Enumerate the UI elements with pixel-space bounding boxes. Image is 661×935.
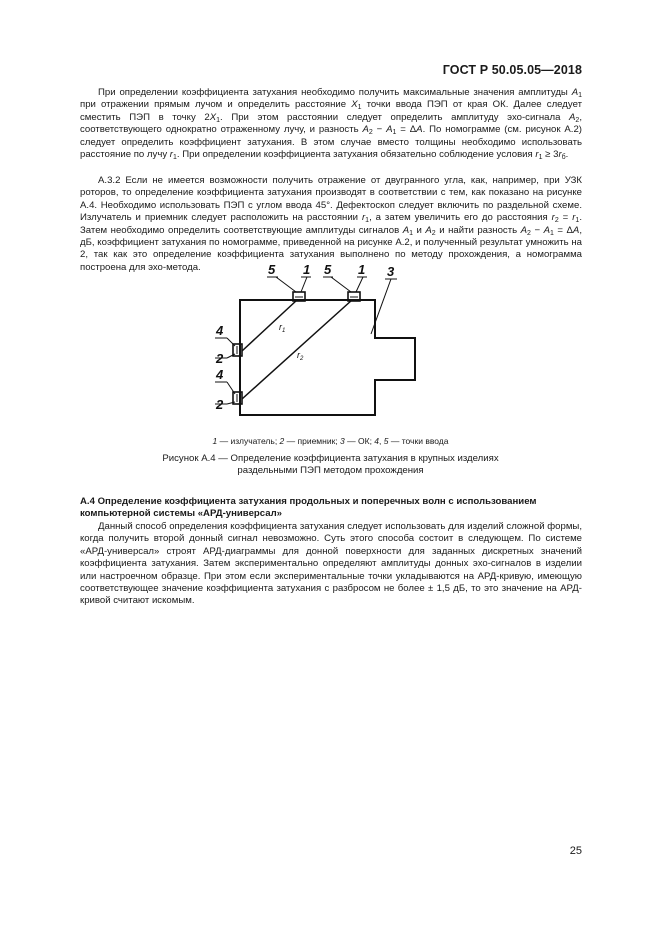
ray-label-r1: $r_1$ [279,322,286,334]
figure-caption [0,453,661,478]
label-4a: 4 [216,323,224,338]
figure-legend: 1 — излучатель; 2 — приемник; 3 — ОК; 4, 5 — точки ввода [212,436,449,446]
test-object-outline [240,300,415,415]
caption-line-1: Рисунок А.4 — Определение коэффициента затухания в крупных изделиях [162,453,499,464]
paragraph-ard-universal [80,521,582,608]
label-2a: 2 [216,351,224,366]
label-2b: 2 [216,397,224,412]
paragraph-text: При определении коэффициента затухания необходимо получить максимальные значения амплитуды $A_1$ при отражении прямым лучом и определить расстояние $X_1$ точки ввода ПЭП от края ОК. Далее следует сместить ПЭП в точку $2X_1$. При этом расстоянии следует определить амплитуду эхо-сигнала $A_2$, соответствующего однократно отраженному лучу, и разность $A_2 - A_1 = \Delta A$. По номограмме (см. рисунок А.2) следует определить коэффициент затухания. В этом случае вместо толщины необходимо использовать расстояние по лучу $r_1$. При определении коэффициента затухания обязательно соблюдение условия $r_1 \ge 3r_б$. [80,87,582,162]
label-1b: 1 [358,262,366,277]
label-5b: 5 [324,262,332,277]
ray-label-r2: $r_2$ [297,350,304,362]
label-3: 3 [387,264,395,279]
leader-4a [227,338,235,346]
ray-r1 [242,300,297,351]
leader-5a [276,277,296,292]
page-number: 25 [569,845,582,857]
label-5a: 5 [268,262,276,277]
label-1a: 1 [303,262,311,277]
figure-a4-diagram [205,262,445,432]
leader-1a [301,277,307,292]
paragraph-a-3-2 [80,175,582,274]
paragraph-text: Данный способ определения коэффициента затухания следует использовать для изделий сложной формы, когда получить второй донный сигнал невозможно. Суть этого способа состоит в следующем. По системе «АРД-универсал» строят АРД-диаграммы для донной поверхности для заданных дискретных значений коэффициента затухания. Затем экспериментально определяют амплитуды донных эхо-сигналов в изделии или настроечном образце. При этом если экспериментальные точки укладываются на АРД-кривую, имеющую соответствующее значение коэффициента затухания с разбросом не более ± 1,5 дБ, то это значение на АРД-кривой считают искомым. [80,521,582,607]
leader-1b [356,277,363,292]
leader-5b [331,277,351,292]
leader-4b [227,382,235,394]
document-header: ГОСТ Р 50.05.05—2018 [442,63,582,77]
label-4b: 4 [216,367,224,382]
section-heading-a4: А.4 Определение коэффициента затухания продольных и поперечных волн с использованием компьютерной системы «АРД-универсал» [80,496,537,520]
paragraph-attenuation-method [80,87,582,161]
caption-line-2: раздельными ПЭП методом прохождения [237,465,424,477]
paragraph-text: А.3.2 Если не имеется возможности получить отражение от двугранного угла, как, например, при УЗК роторов, то определение коэффициента затухания производят в соответствии с тем, как показано на рисунке А.4. Необходимо использовать ПЭП с углом ввода 45°. Дефектоскоп следует включить по раздельной схеме. Излучатель и приемник следует расположить на расстоянии $r_1$, а затем увеличить его до расстояния $r_2 = r_1$. Затем необходимо определить соответствующие амплитуды сигналов $A_1$ и $A_2$ и найти разность $A_2 - A_1 = \Delta A$, дБ, коэффициент затухания по номограмме, приведенной на рисунке А.2, и полученный результат умножить на 2, так как это определение коэффициента затухания выполнено по методу прохождения, а номограмма построена для эхо-метода. [80,175,582,273]
